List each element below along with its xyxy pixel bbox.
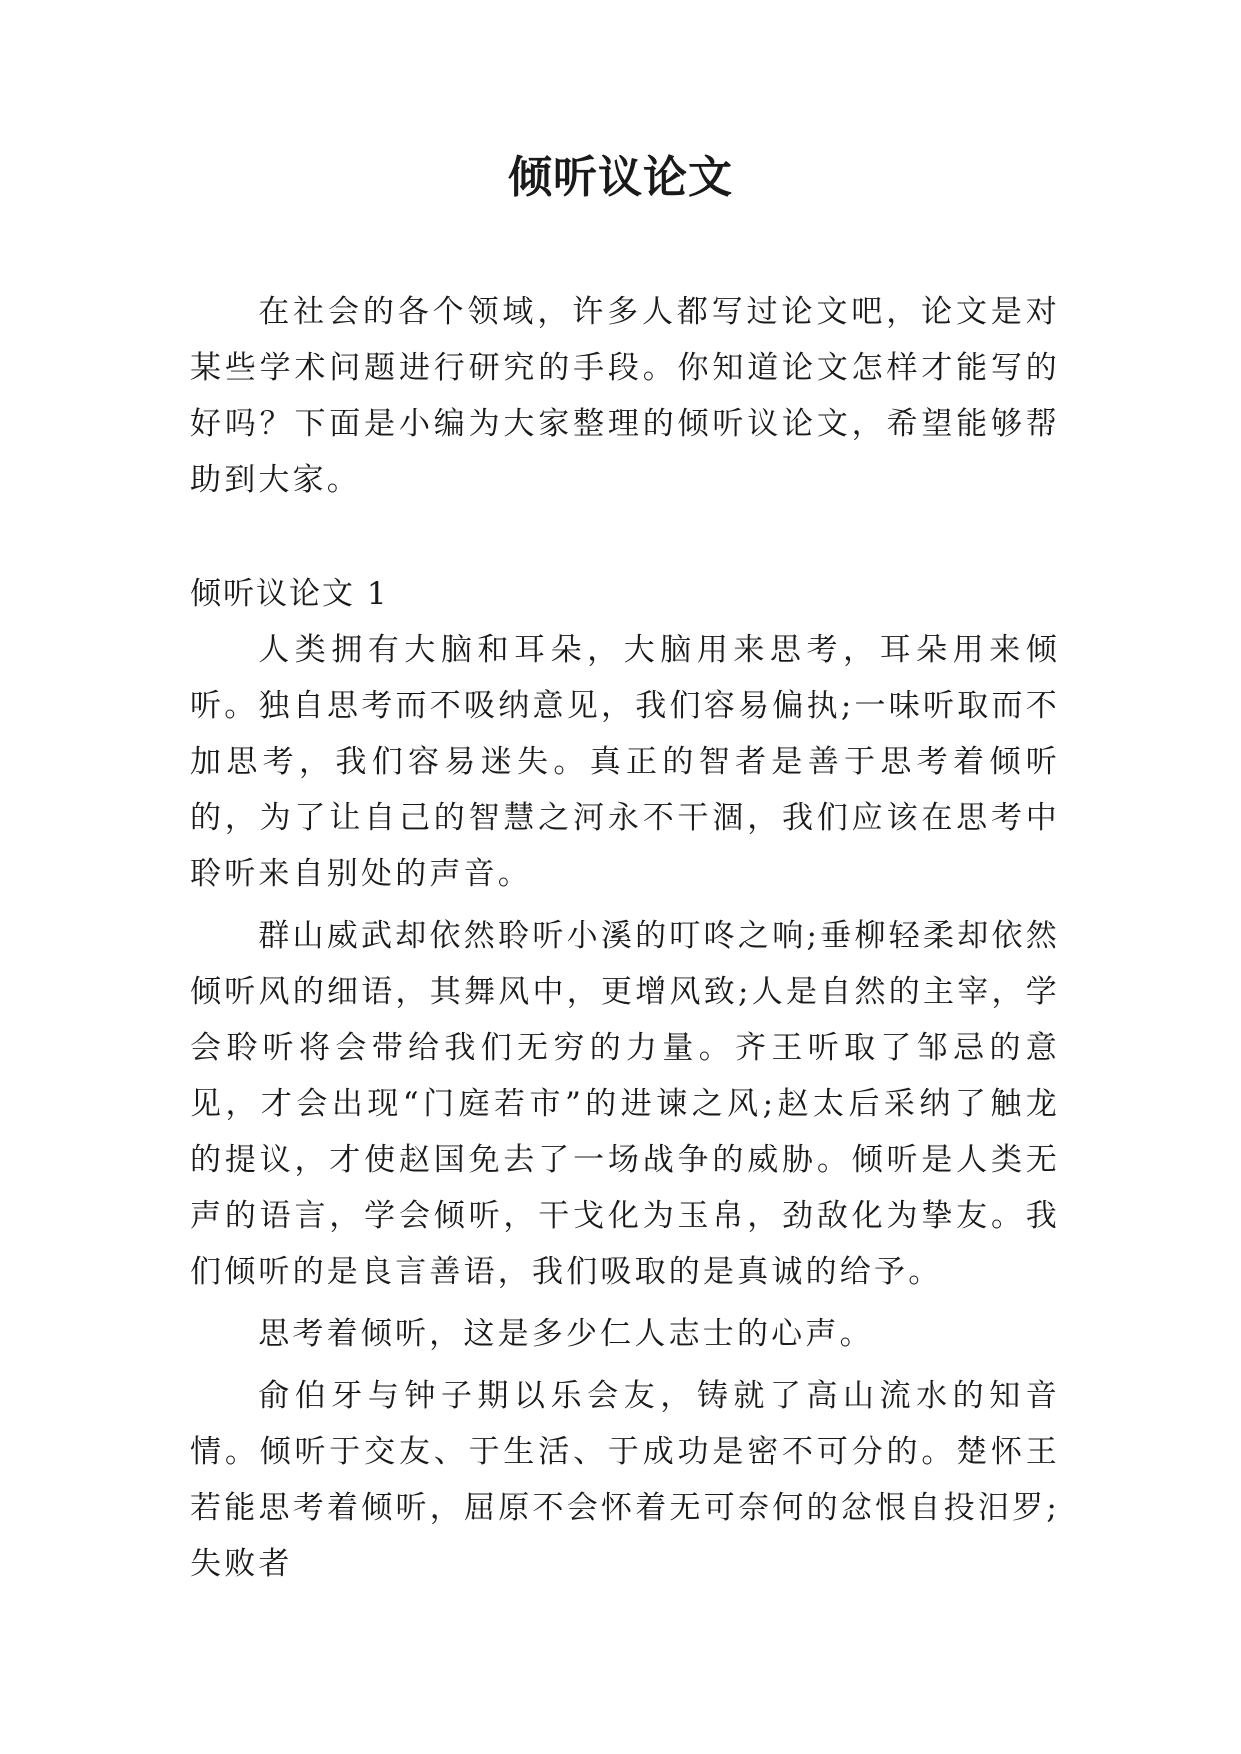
intro-paragraph: 在社会的各个领域，许多人都写过论文吧，论文是对某些学术问题进行研究的手段。你知道论文怎样才能写的好吗？下面是小编为大家整理的倾听议论文，希望能够帮助到大家。 (190, 294, 1060, 498)
section-heading: 倾听议论文 1 (190, 576, 389, 612)
body-paragraph-1: 人类拥有大脑和耳朵，大脑用来思考，耳朵用来倾听。独自思考而不吸纳意见，我们容易偏执;一味听取而不加思考，我们容易迷失。真正的智者是善于思考着倾听的，为了让自己的智慧之河永不干涸，我们应该在思考中聆听来自别处的声音。 (190, 632, 1060, 892)
body-paragraph-2: 群山威武却依然聆听小溪的叮咚之响;垂柳轻柔却依然倾听风的细语，其舞风中，更增风致;人是自然的主宰，学会聆听将会带给我们无穷的力量。齐王听取了邹忌的意见，才会出现“门庭若市”的进谏之风;赵太后采纳了触龙的提议，才使赵国免去了一场战争的威胁。倾听是人类无声的语言，学会倾听，干戈化为玉帛，劲敌化为挚友。我们倾听的是良言善语，我们吸取的是真诚的给予。 (190, 918, 1060, 1290)
document-title: 倾听议论文 (508, 152, 733, 203)
body-paragraph-4: 俞伯牙与钟子期以乐会友，铸就了高山流水的知音情。倾听于交友、于生活、于成功是密不可分的。楚怀王若能思考着倾听，屈原不会怀着无可奈何的忿恨自投汨罗;失败者 (190, 1378, 1060, 1582)
document-body (190, 284, 1060, 1592)
body-paragraph-3: 思考着倾听，这是多少仁人志士的心声。 (258, 1316, 874, 1352)
